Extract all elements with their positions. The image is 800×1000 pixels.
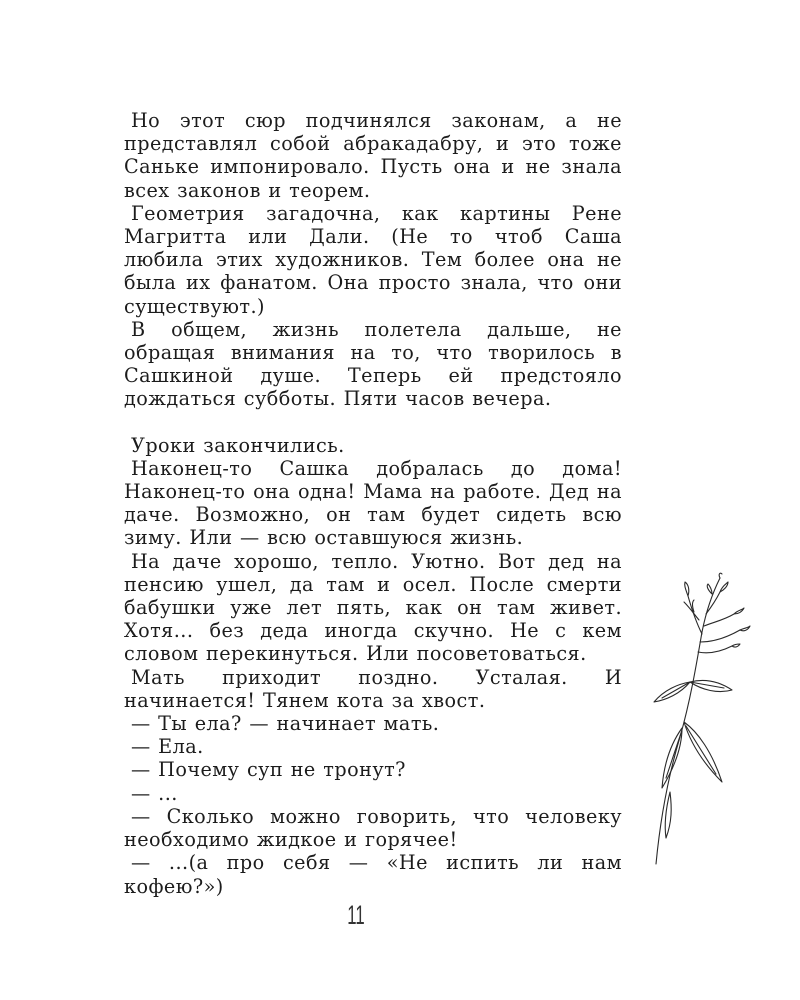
paragraph: На даче хорошо, тепло. Уютно. Вот дед на пенсию ушел, да там и осел. После смерти бабушки уже лет пять, как он там живет. Хотя... без деда иногда скучно. Не с кем словом перекинуться. Или посоветоваться. xyxy=(124,549,622,666)
paragraph: Уроки закончились. xyxy=(131,433,345,457)
paragraph: Геометрия загадочна, как картины Рене Магритта или Дали. (Не то чтоб Саша любила этих художников. Тем более она не была их фанатом. Она просто знала, что они существуют.) xyxy=(124,201,622,318)
body-text xyxy=(124,109,622,898)
paragraph: В общем, жизнь полетела дальше, не обращая внимания на то, что творилось в Сашкиной душе. Теперь ей предстояло дождаться субботы. Пяти часов вечера. xyxy=(124,317,622,411)
paragraph: Но этот сюр подчинялся законам, а не представлял собой абракадабру, и это тоже Саньке импонировало. Пусть она и не знала всех законов и теорем. xyxy=(124,109,622,202)
dialogue-line: — ... xyxy=(131,781,178,805)
paragraph: Наконец-то Сашка добралась до дома! Наконец-то она одна! Мама на работе. Дед на даче. Возможно, он там будет сидеть всю зиму. Или — всю оставшуюся жизнь. xyxy=(124,456,622,550)
page-number: 11 xyxy=(347,900,365,930)
dialogue-line: — Ты ела? — начинает мать. xyxy=(131,712,440,736)
dialogue-line: — Почему суп не тронут? xyxy=(131,758,406,782)
dialogue-line: — Ела. xyxy=(131,735,204,759)
dialogue-line: — Сколько можно говорить, что человеку необходимо жидкое и горячее! xyxy=(124,804,622,852)
dialogue-line: — ...(а про себя — «Не испить ли нам кофею?») xyxy=(124,851,622,898)
plant-sprig-icon xyxy=(636,572,790,872)
paragraph: Мать приходит поздно. Усталая. И начинается! Тянем кота за хвост. xyxy=(124,665,622,712)
